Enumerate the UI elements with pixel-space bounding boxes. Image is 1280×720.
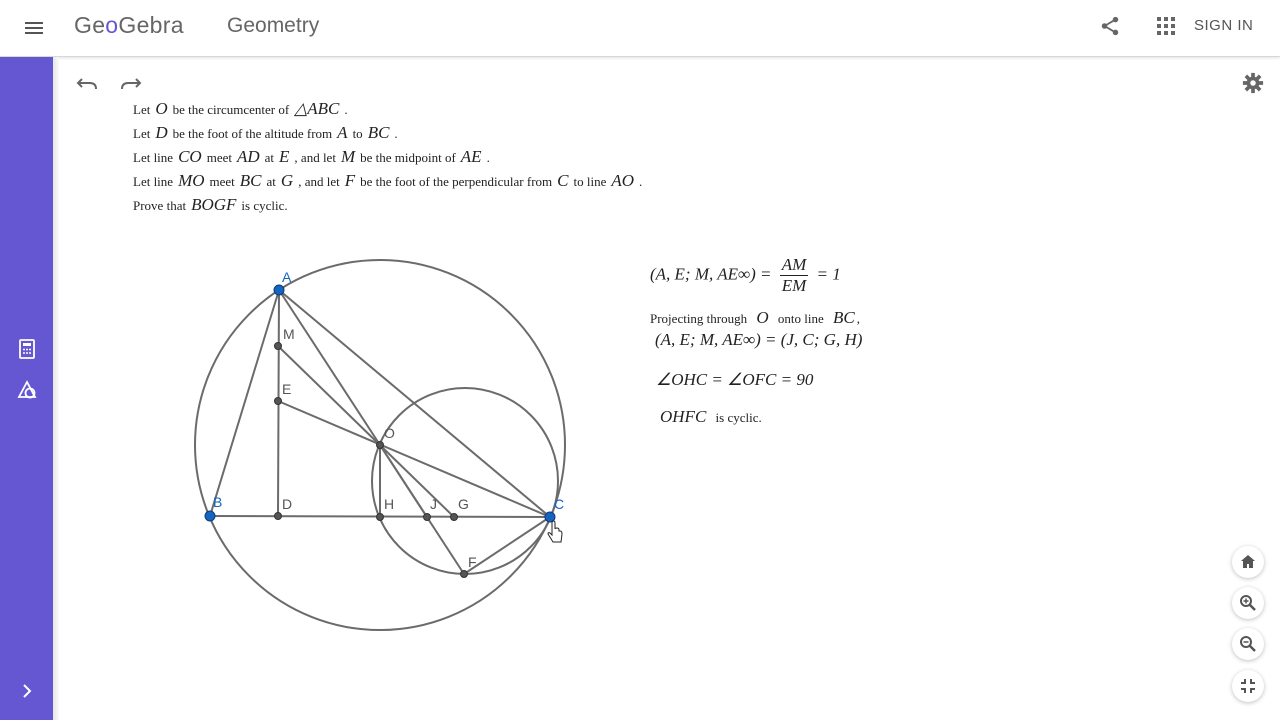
- zoom-in-icon: [1239, 594, 1257, 612]
- segment-ab[interactable]: [210, 290, 279, 516]
- home-button[interactable]: [1232, 546, 1264, 578]
- cyclic-conclusion: OHFC is cyclic.: [660, 407, 762, 426]
- label-g: G: [458, 496, 469, 512]
- line-mo[interactable]: [278, 346, 454, 517]
- point-f[interactable]: [461, 571, 468, 578]
- point-o[interactable]: [377, 442, 384, 449]
- angle-equation: ∠OHC = ∠OFC = 90: [656, 370, 814, 389]
- app-title: Geometry: [227, 14, 320, 37]
- label-c: C: [554, 496, 565, 512]
- segment-fc[interactable]: [464, 517, 550, 574]
- point-d[interactable]: [275, 513, 282, 520]
- problem-line: Let line CO meet AD at E , and let M be the midpoint of AE .: [133, 147, 490, 166]
- zoom-out-button[interactable]: [1232, 628, 1264, 660]
- label-b: B: [213, 494, 223, 510]
- label-d: D: [282, 496, 293, 512]
- point-b[interactable]: [205, 511, 215, 521]
- sign-in-button[interactable]: SIGN IN: [1194, 17, 1254, 34]
- line-co[interactable]: [278, 401, 550, 517]
- fullscreen-exit-icon: [1239, 677, 1257, 695]
- problem-line: Prove that BOGF is cyclic.: [133, 195, 288, 214]
- point-h[interactable]: [377, 514, 384, 521]
- projected-equation: (A, E; M, AE∞) = (J, C; G, H): [655, 330, 863, 349]
- zoom-in-button[interactable]: [1232, 587, 1264, 619]
- label-o: O: [384, 425, 395, 441]
- point-g[interactable]: [451, 514, 458, 521]
- label-h: H: [384, 496, 395, 512]
- point-e[interactable]: [275, 398, 282, 405]
- label-e: E: [282, 381, 292, 397]
- geogebra-logo[interactable]: GeoGebra: [74, 12, 184, 38]
- point-m[interactable]: [275, 343, 282, 350]
- point-j[interactable]: [424, 514, 431, 521]
- problem-line: Let line MO meet BC at G , and let F be the foot of the perpendicular from C to line AO .: [133, 171, 643, 190]
- segment-ac[interactable]: [279, 290, 550, 517]
- cross-ratio-equation: (A, E; M, AE∞) = $\frac{AM}{EM}$ = 1: [650, 255, 841, 295]
- zoom-out-icon: [1239, 635, 1257, 653]
- fraction-am-em: $\frac{AM}{EM}$: [781, 255, 807, 295]
- projection-text: Projecting through O onto line BC ,: [650, 308, 861, 327]
- home-icon: [1239, 553, 1257, 571]
- fullscreen-exit-button[interactable]: [1232, 670, 1264, 702]
- label-f: F: [468, 554, 477, 570]
- label-a: A: [282, 269, 292, 285]
- label-j: J: [430, 496, 437, 512]
- hand-cursor-icon: [548, 521, 562, 542]
- problem-line: Let O be the circumcenter of △ABC .: [133, 99, 348, 118]
- point-a[interactable]: [274, 285, 284, 295]
- line-ao[interactable]: [279, 290, 380, 445]
- problem-line: Let D be the foot of the altitude from A to BC .: [133, 123, 398, 142]
- label-m: M: [283, 326, 295, 342]
